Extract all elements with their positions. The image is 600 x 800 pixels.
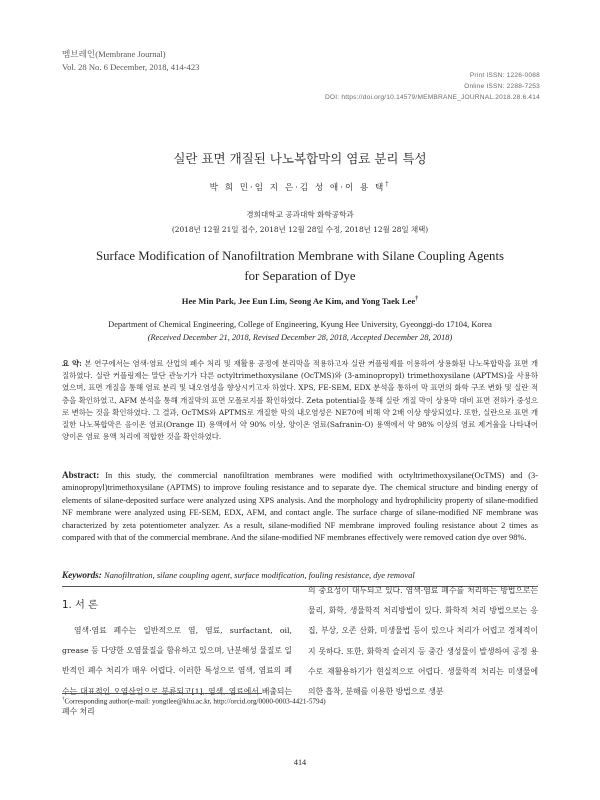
body-left-column: 염색·염료 폐수는 일반적으로 염, 염료, surfactant, oil, grease 등 다양한 오염물질을 함유하고 있으며, 난분해성 물질로 일반적인 폐수 처리가 매우 어렵다. 이러한 특성으로 염색, 염료의 폐수는 대표적인 오염산업으로 분류되고[1], 염색, 염료에서 배출되는 폐수 처리 [62, 626, 292, 716]
keywords-text: Nanofiltration, silane coupling agent, surface modification, fouling resistance, dye removal [103, 570, 415, 580]
page-number: 414 [293, 758, 307, 767]
doi-link[interactable]: DOI: https://doi.org/10.14579/MEMBRANE_JOURNAL.2018.28.6.414 [324, 94, 540, 101]
english-authors-text: Hee Min Park, Jee Eun Lim, Seong Ae Kim, and Yong Taek Lee [181, 296, 416, 306]
english-dates: (Received December 21, 2018, Revised December 28, 2018, Accepted December 28, 2018) [147, 333, 453, 342]
footnote-text: Corresponding author(e-mail: yongtlee@khu.ac.kr, http://orcid.org/0000-0003-4421-5794) [64, 697, 326, 706]
body-right-column: 의 중요성이 대두되고 있다. 염색·염료 폐수를 처리하는 방법으로는 물리, 화학, 생물학적 처리방법이 있다. 화학적 처리 방법으로는 응집, 부상, 오존 산화, 미생물법 등이 있으나 처리가 어렵고 경제적이지 못하다. 또한, 화학적 슬러지 등 중간 생성물이 발생하여 공정 용수로 재활용하기가 현실적으로 어렵다. 생물학적 처리는 미생물에 의한 흡착, 분해를 이용한 방법으로 생분 [308, 586, 538, 697]
english-abstract-label: Abstract: [62, 470, 100, 480]
korean-abstract [62, 358, 538, 443]
korean-abstract-label: 요 약: [62, 359, 82, 368]
korean-authors-text: 박 희 민·임 지 은·김 성 애·이 용 택 [209, 183, 386, 193]
english-title-line2: for Separation of Dye [244, 269, 356, 283]
korean-title: 실란 표면 개질된 나노복합막의 염료 분리 특성 [173, 151, 427, 166]
footnote-mark: † [62, 697, 65, 702]
corresponding-mark: † [385, 181, 391, 189]
keywords [62, 570, 538, 580]
korean-authors [0, 181, 600, 193]
online-issn: Online ISSN: 2288-7253 [464, 83, 540, 90]
korean-abstract-text: 본 연구에서는 염색·염료 산업의 폐수 처리 및 재활용 공정에 분리막을 적용하고자 실란 커플링제를 이용하여 상용화된 나노복합막을 표면 개질하였다. 실란 커플링제는 말단 관능기가 다른 octyltrimethoxysilane (OcTMS)와 (3-aminopropyl) trimethoxysilane (APTMS)을 사용하였으며, 표면 개질을 통해 염료 분리 및 내오염성을 향상시키고자 하였다. XPS, FE-SEM, EDX 분석을 통하여 막 표면의 화학 구조 변화 및 실란 적층을 확인하였고, AFM 분석을 통해 개질막의 표면 모폴로지를 확인하였다. Zeta potential을 통해 실란 개질 막이 상용막 대비 표면 전하가 중성으로 변하는 것을 확인하였다. 그 결과, OcTMS와 APTMS로 개질한 막의 내오염성은 NE70에 비해 약 2배 이상 향상되었다. 또한, 실란으로 표면 개질한 나노복합막은 음이온 염료(Orange II) 용액에서 약 90% 이상, 양이온 염료(Safranin-O) 용액에서 약 98% 이상의 염료 제거율을 나타내어 양이온 염료 용액 처리에 적합한 것을 확인하였다. [62, 359, 538, 442]
english-abstract-text: In this study, the commercial nanofiltration membranes were modified with octyltrimethoxysilane(OcTMS) and (3-aminopropyl)trimethoxysilane (APTMS) to improve fouling resistance and to separate dye. The chemical structure and binding energy of elements of silane-deposited surface were analyzed using XPS analysis. And the morphology and hydrophilicity property of silane-modified NF membrane were analyzed using FE-SEM, EDX, AFM, and contact angle. The surface charge of silane-modified NF membrane was characterized by zeta potentiometer analyzer. As a result, silane-modified NF membrane improved fouling resistance about 2 times as compared with that of the commercial membrane. And the silane-modified NF membranes effectively were removed cation dye over 98%. [62, 471, 538, 543]
print-issn: Print ISSN: 1226-0088 [469, 72, 540, 79]
volume-info: Vol. 28 No. 6 December, 2018, 414-423 [62, 62, 200, 72]
english-abstract [62, 469, 538, 544]
english-title-line1: Surface Modification of Nanofiltration Membrane with Silane Coupling Agents [96, 249, 504, 263]
english-title [0, 246, 600, 286]
section-heading: 1. 서 론 [62, 600, 98, 611]
english-authors [0, 296, 600, 306]
footnote-divider [62, 693, 262, 694]
keywords-label: Keywords: [62, 570, 102, 580]
corresponding-mark-en: † [415, 296, 419, 303]
korean-affiliation: 경희대학교 공과대학 화학공학과 [246, 210, 354, 219]
footnote [62, 697, 326, 705]
english-affiliation: Department of Chemical Engineering, College of Engineering, Kyung Hee University, Gyeonggi-do 17104, Korea [108, 320, 492, 329]
journal-name: 멤브레인(Membrane Journal) [62, 49, 166, 59]
korean-dates: (2018년 12월 21일 접수, 2018년 12월 28일 수정, 2018년 12월 28일 채택) [171, 225, 429, 234]
